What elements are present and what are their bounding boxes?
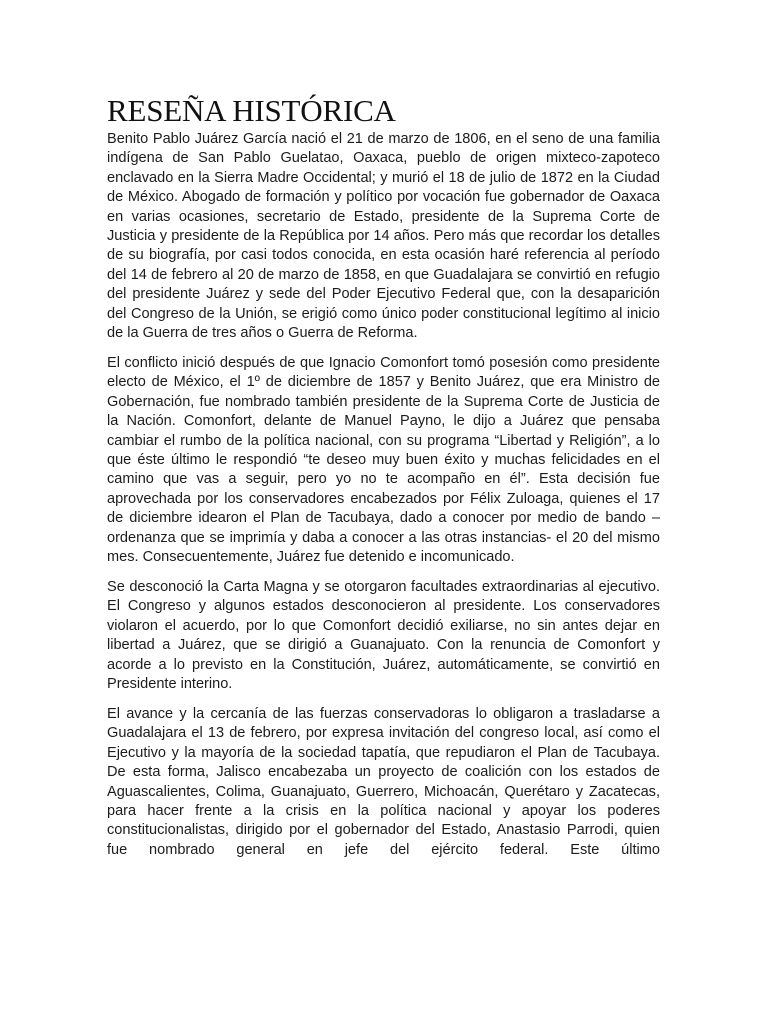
paragraph-conflict: El conflicto inició después de que Ignacio Comonfort tomó posesión como presidente electo de México, el 1º de diciembre de 1857 y Benito Juárez, que era Ministro de Gobernación, fue nombrado también presidente de la Suprema Corte de Justicia de la Nación. Comonfort, delante de Manuel Payno, le dijo a Juárez que pensaba cambiar el rumbo de la política nacional, con su programa “Libertad y Religión”, a lo que éste último le respondió “te deseo muy buen éxito y muchas felicidades en el camino que vas a seguir, pero yo no te acompaño en él”. Esta decisión fue aprovechada por los conservadores encabezados por Félix Zuloaga, quienes el 17 de diciembre idearon el Plan de Tacubaya, dado a conocer por medio de bando – ordenanza que se imprimía y daba a conocer a las otras instancias- el 20 del mismo mes. Consecuentemente, Juárez fue detenido e incomunicado. — [107, 354, 660, 566]
paragraph-guadalajara: El avance y la cercanía de las fuerzas conservadoras lo obligaron a trasladarse a Guadalajara el 13 de febrero, por expresa invitación del congreso local, así como el Ejecutivo y la mayoría de la sociedad tapatía, que repudiaron el Plan de Tacubaya. De esta forma, Jalisco encabezaba un proyecto de coalición con los estados de Aguascalientes, Colima, Guanajuato, Guerrero, Michoacán, Querétaro y Zacatecas, para hacer frente a la crisis en la política nacional y apoyar los poderes constitucionalistas, dirigido por el gobernador del Estado, Anastasio Parrodi, quien fue nombrado general en jefe del ejército federal. Este último — [107, 705, 660, 858]
paragraph-constitution: Se desconoció la Carta Magna y se otorgaron facultades extraordinarias al ejecutivo. El Congreso y algunos estados desconocieron al presidente. Los conservadores violaron el acuerdo, por lo que Comonfort decidió exiliarse, no sin antes dejar en libertad a Juárez, que se dirigió a Guanajuato. Con la renuncia de Comonfort y acorde a lo previsto en la Constitución, Juárez, automáticamente, se convirtió en Presidente interino. — [107, 578, 660, 692]
document-title: RESEÑA HISTÓRICA — [107, 93, 396, 128]
paragraph-biography: Benito Pablo Juárez García nació el 21 de marzo de 1806, en el seno de una familia indígena de San Pablo Guelatao, Oaxaca, pueblo de origen mixteco-zapoteco enclavado en la Sierra Madre Occidental; y murió el 18 de julio de 1872 en la Ciudad de México. Abogado de formación y político por vocación fue gobernador de Oaxaca en varias ocasiones, secretario de Estado, presidente de la Suprema Corte de Justicia y presidente de la República por 14 años. Pero más que recordar los detalles de su biografía, por casi todos conocida, en esta ocasión haré referencia al período del 14 de febrero al 20 de marzo de 1858, en que Guadalajara se convirtió en refugio del presidente Juárez y sede del Poder Ejecutivo Federal que, con la desaparición del Congreso de la Unión, se erigió como único poder constitucional legítimo al inicio de la Guerra de tres años o Guerra de Reforma. — [107, 131, 660, 342]
document-page — [107, 92, 660, 860]
